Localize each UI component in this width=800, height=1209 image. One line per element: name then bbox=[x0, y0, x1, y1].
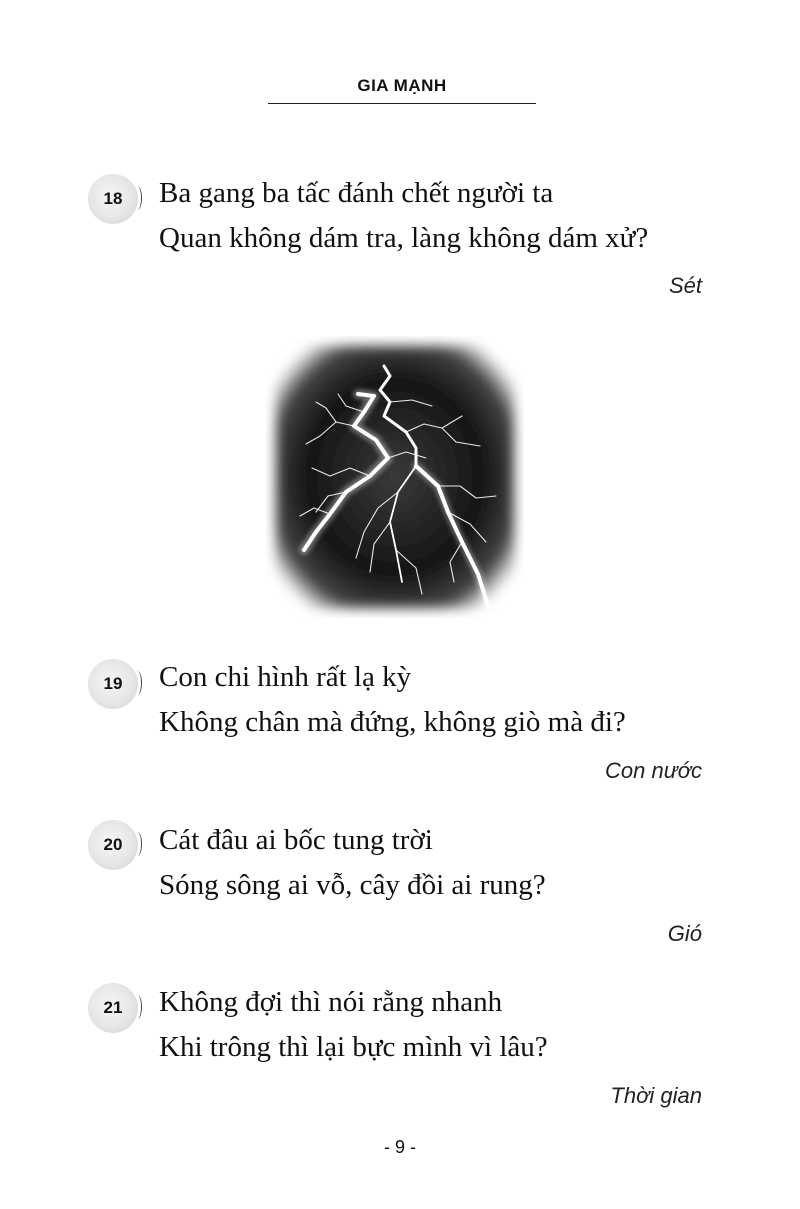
riddle-line: Khi trông thì lại bực mình vì lâu? bbox=[159, 1031, 548, 1063]
header-divider bbox=[268, 103, 536, 104]
riddle-number-badge: 18 bbox=[88, 174, 138, 224]
riddle-answer: Gió bbox=[667, 921, 702, 946]
riddle-answer: Sét bbox=[668, 273, 702, 298]
riddle-line: Con chi hình rất lạ kỳ bbox=[159, 661, 412, 693]
riddle-answer: Con nước bbox=[605, 758, 702, 783]
lightning-icon bbox=[266, 336, 524, 618]
riddle-number-badge: 20 bbox=[88, 820, 138, 870]
page-number: - 9 - bbox=[383, 1137, 416, 1157]
riddle-line: Không chân mà đứng, không giò mà đi? bbox=[159, 706, 626, 738]
riddle-line: Cát đâu ai bốc tung trời bbox=[159, 824, 433, 856]
riddle-line: Ba gang ba tấc đánh chết người ta bbox=[159, 177, 554, 209]
running-header: GIA MẠNH bbox=[357, 76, 447, 95]
riddle-number-badge: 19 bbox=[88, 659, 138, 709]
riddle-number-badge: 21 bbox=[88, 983, 138, 1033]
riddle-answer: Thời gian bbox=[610, 1083, 702, 1108]
riddle-line: Sóng sông ai vỗ, cây đồi ai rung? bbox=[159, 869, 546, 901]
riddle-line: Không đợi thì nói rằng nhanh bbox=[159, 986, 503, 1018]
riddle-line: Quan không dám tra, làng không dám xử? bbox=[159, 222, 649, 254]
